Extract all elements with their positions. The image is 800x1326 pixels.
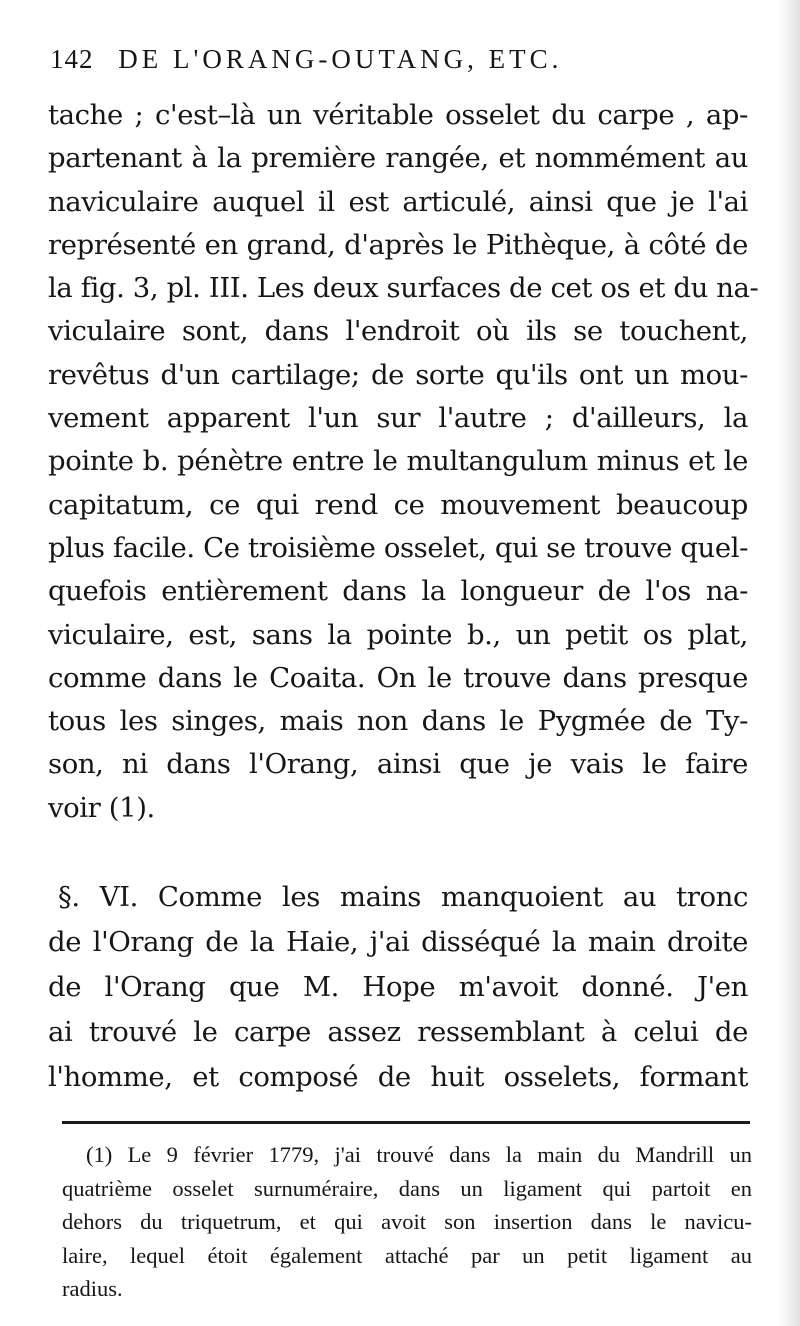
text-line: représenté en grand, d'après le Pithèque, à côté de — [48, 228, 748, 261]
text-line: viculaire sont, dans l'endroit où ils se touchent, — [48, 315, 748, 348]
footnote — [62, 1138, 752, 1306]
text-line: §. VI. Comme les mains manquoient au tronc — [58, 881, 748, 913]
text-line: viculaire, est, sans la pointe b., un petit os plat, — [48, 618, 748, 651]
page-edge-shadow — [778, 0, 800, 1326]
running-title: DE L'ORANG-OUTANG, ETC. — [118, 44, 563, 74]
text-line: tous les singes, mais non dans le Pygmée de Ty- — [48, 705, 748, 738]
text-line: de l'Orang de la Haie, j'ai disséqué la main droite — [48, 926, 748, 958]
footnote-line: dehors du triquetrum, et qui avoit son insertion dans le navicu- — [62, 1209, 752, 1234]
text-line: l'homme, et composé de huit osselets, formant — [48, 1061, 748, 1093]
footnote-line: quatrième osselet surnuméraire, dans un ligament qui partoit en — [62, 1175, 752, 1201]
text-line: capitatum, ce qui rend ce mouvement beaucoup — [48, 488, 748, 521]
text-line: ai trouvé le carpe assez ressemblant à celui de — [48, 1016, 748, 1048]
running-header — [50, 44, 562, 75]
text-line: partenant à la première rangée, et nommément au — [48, 142, 748, 175]
text-line: naviculaire auquel il est articulé, ainsi que je l'ai — [48, 185, 748, 218]
footnote-line: laire, lequel étoit également attaché par un petit ligament au — [62, 1242, 752, 1268]
text-line: de l'Orang que M. Hope m'avoit donné. J'en — [48, 971, 748, 1003]
text-line: son, ni dans l'Orang, ainsi que je vais le faire — [48, 748, 748, 781]
footnote-line: radius. — [62, 1276, 123, 1301]
text-line: quefois entièrement dans la longueur de l'os na- — [48, 575, 748, 608]
footnote-line: (1) Le 9 février 1779, j'ai trouvé dans la main du Mandrill un — [86, 1142, 752, 1167]
text-line: tache ; c'est–là un véritable osselet du carpe , ap- — [48, 99, 748, 131]
footnote-divider — [62, 1121, 750, 1124]
text-line: la fig. 3, pl. III. Les deux surfaces de cet os et du na- — [48, 272, 759, 305]
text-line: plus facile. Ce troisième osselet, qui se trouve quel- — [48, 531, 748, 564]
page-number: 142 — [50, 44, 94, 74]
text-line: vement apparent l'un sur l'autre ; d'ailleurs, la — [48, 402, 748, 435]
paragraph-1 — [48, 94, 759, 830]
text-line: revêtus d'un cartilage; de sorte qu'ils ont un mou- — [48, 358, 748, 391]
text-line: comme dans le Coaita. On le trouve dans presque — [48, 661, 748, 694]
text-line: pointe b. pénètre entre le multangulum minus et le — [48, 445, 748, 478]
paragraph-2 — [48, 875, 748, 1100]
text-line: voir (1). — [48, 791, 155, 824]
